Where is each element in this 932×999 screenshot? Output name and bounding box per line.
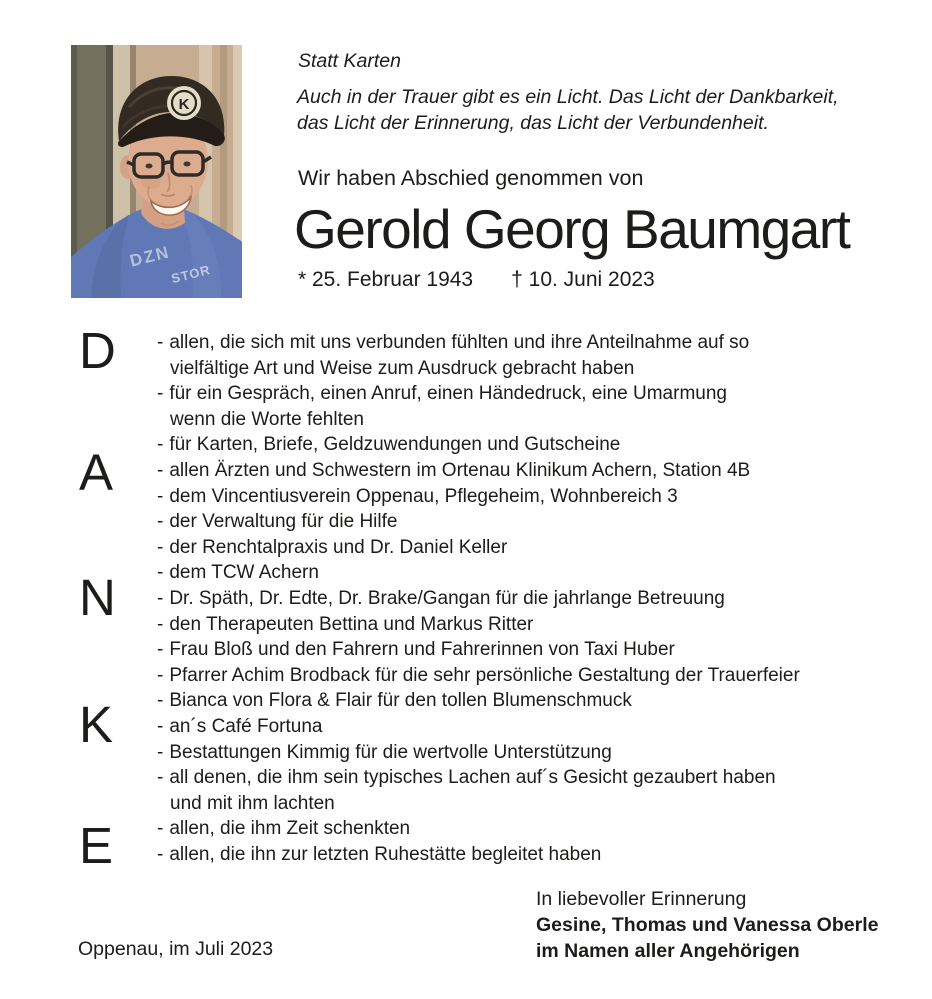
thanks-text: an´s Café Fortuna: [169, 715, 323, 737]
eye-right: [184, 162, 191, 167]
thanks-line: [157, 586, 887, 612]
thanks-text: vielfältige Art und Weise zum Ausdruck gebracht haben: [170, 357, 635, 379]
thanks-text: dem TCW Achern: [169, 562, 319, 584]
birth-date: * 25. Februar 1943: [298, 268, 474, 291]
danke-letter-a: A: [79, 444, 114, 501]
thanks-text: allen, die sich mit uns verbunden fühlten und ihre Anteilnahme auf so: [169, 332, 750, 353]
list-dash: -: [157, 562, 164, 584]
thanks-line: [157, 560, 887, 586]
eye-left: [146, 164, 153, 169]
svg-text:DZN: DZN: [127, 242, 173, 271]
list-dash: -: [157, 485, 164, 507]
list-dash: -: [157, 536, 164, 558]
list-dash: -: [157, 511, 164, 533]
closing-block: [536, 886, 878, 964]
thanks-text: allen, die ihm Zeit schenkten: [169, 818, 411, 840]
list-dash: -: [157, 767, 164, 789]
thanks-text: Frau Bloß und den Fahrern und Fahrerinnen von Taxi Huber: [169, 639, 675, 661]
thanks-line: [157, 458, 887, 484]
statt-karten-line: Statt Karten: [298, 50, 401, 72]
list-dash: -: [157, 383, 164, 405]
thanks-line: [157, 612, 887, 638]
thanks-text: allen, die ihn zur letzten Ruhestätte begleitet haben: [169, 843, 602, 865]
thanks-line: [157, 740, 887, 766]
thanks-line: [157, 356, 887, 382]
deceased-name: Gerold Georg Baumgart: [294, 198, 850, 260]
thanks-line: [157, 509, 887, 535]
thanks-line: [157, 663, 887, 689]
place-and-date: Oppenau, im Juli 2023: [78, 938, 274, 960]
thanks-text: für Karten, Briefe, Geldzuwendungen und Gutscheine: [169, 434, 621, 456]
thanks-line: [157, 791, 887, 817]
thanks-line: [157, 765, 887, 791]
farewell-intro: Wir haben Abschied genommen von: [298, 166, 644, 190]
list-dash: -: [157, 664, 164, 686]
thanks-line: [157, 637, 887, 663]
list-dash: -: [157, 459, 164, 481]
portrait-illustration: [71, 45, 242, 298]
thanks-text: für ein Gespräch, einen Anruf, einen Händedruck, eine Umarmung: [169, 383, 727, 405]
thanks-text: der Verwaltung für die Hilfe: [169, 511, 398, 533]
thanks-text: dem Vincentiusverein Oppenau, Pflegeheim, Wohnbereich 3: [169, 485, 678, 507]
quote-line-1: Auch in der Trauer gibt es ein Licht. Das Licht der Dankbarkeit,: [297, 86, 839, 108]
list-dash: -: [157, 843, 164, 865]
thanks-text: und mit ihm lachten: [170, 792, 335, 814]
list-dash: -: [157, 715, 164, 737]
list-dash: -: [157, 587, 164, 609]
thanks-line: [157, 688, 887, 714]
death-date: † 10. Juni 2023: [511, 268, 655, 291]
thanks-line: [157, 714, 887, 740]
thanks-text: Pfarrer Achim Brodback für die sehr persönliche Gestaltung der Trauerfeier: [169, 664, 800, 686]
mourning-quote: [297, 85, 839, 136]
closing-line-2: Gesine, Thomas und Vanessa Oberle: [536, 914, 879, 936]
danke-letter-k: K: [79, 696, 114, 753]
closing-line-1: In liebevoller Erinnerung: [536, 888, 747, 910]
thanks-line: [157, 842, 887, 868]
list-dash: -: [157, 332, 164, 353]
thanks-text: all denen, die ihm sein typisches Lachen auf´s Gesicht gezaubert haben: [169, 767, 776, 789]
thanks-text: der Renchtalpraxis und Dr. Daniel Keller: [169, 536, 508, 558]
list-dash: -: [157, 690, 164, 712]
cap-logo: [167, 86, 201, 120]
thanks-line: [157, 432, 887, 458]
thanks-text: allen Ärzten und Schwestern im Ortenau Klinikum Achern, Station 4B: [169, 459, 751, 481]
thanks-text: Bianca von Flora & Flair für den tollen Blumenschmuck: [169, 690, 632, 712]
cap-logo-letter: K: [178, 96, 190, 113]
portrait-photo: [71, 45, 242, 298]
thanks-line: [157, 484, 887, 510]
danke-letter-d: D: [79, 322, 116, 379]
list-dash: -: [157, 741, 164, 763]
thanks-text: Bestattungen Kimmig für die wertvolle Unterstützung: [169, 741, 612, 763]
list-dash: -: [157, 818, 164, 840]
thanks-line: [157, 330, 887, 356]
thanks-text: wenn die Worte fehlten: [170, 408, 364, 430]
thanks-line: [157, 407, 887, 433]
thanks-line: [157, 381, 887, 407]
list-dash: -: [157, 613, 164, 635]
thanks-text: den Therapeuten Bettina und Markus Ritter: [169, 613, 534, 635]
life-dates: [298, 268, 655, 292]
thanks-line: [157, 816, 887, 842]
thanks-list: [157, 330, 887, 867]
quote-line-2: das Licht der Erinnerung, das Licht der Verbundenheit.: [297, 111, 769, 134]
svg-text:STOR: STOR: [169, 261, 213, 287]
list-dash: -: [157, 434, 164, 456]
list-dash: -: [157, 639, 164, 661]
closing-line-3: im Namen aller Angehörigen: [536, 940, 800, 962]
danke-letter-e: E: [79, 817, 114, 874]
thanks-line: [157, 535, 887, 561]
danke-letter-n: N: [79, 569, 116, 626]
thanks-text: Dr. Späth, Dr. Edte, Dr. Brake/Gangan für die jahrlange Betreuung: [169, 587, 725, 609]
